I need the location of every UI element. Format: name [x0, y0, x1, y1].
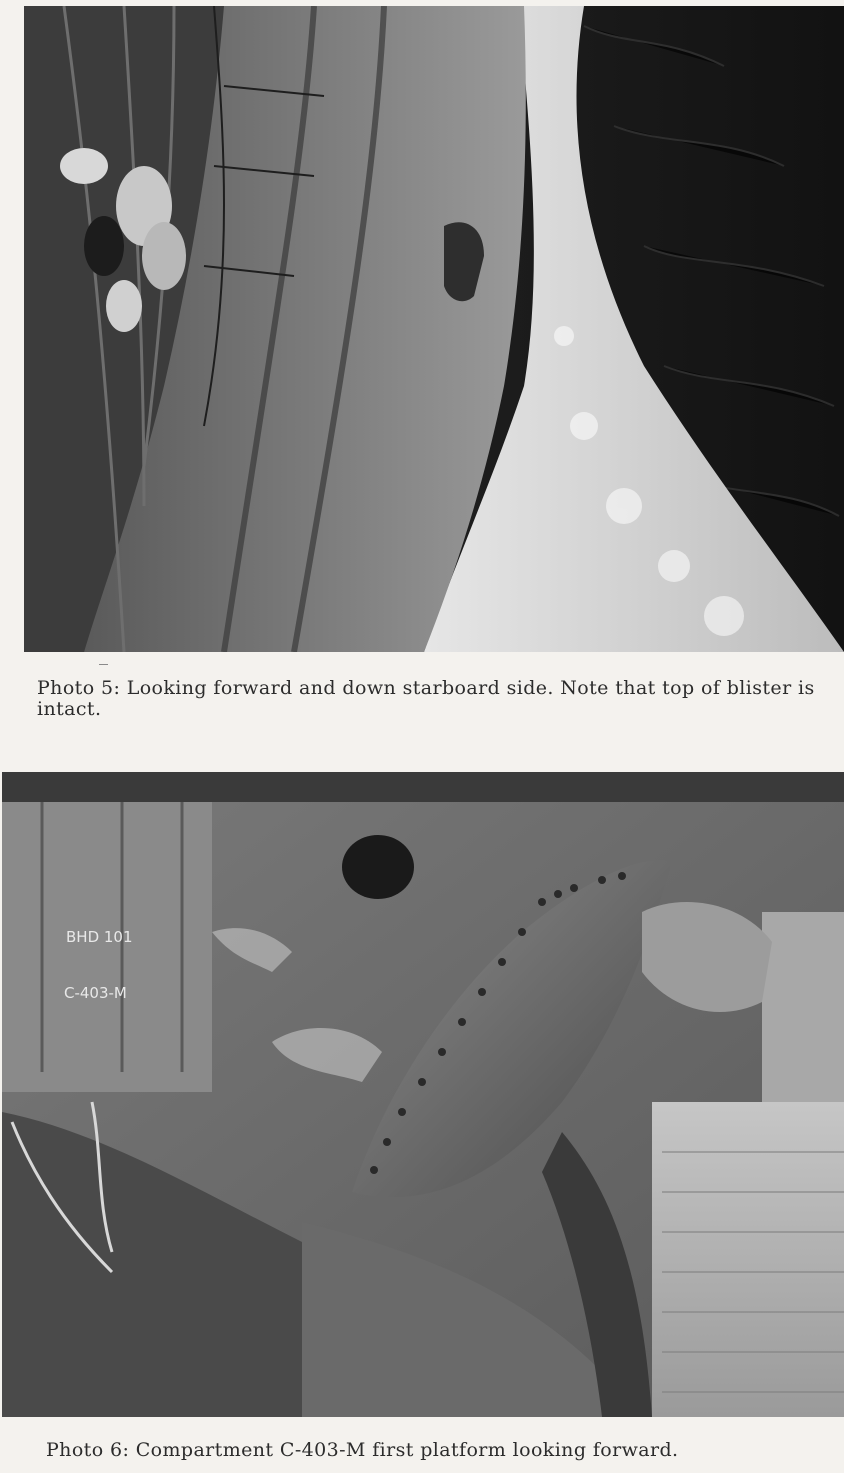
compartment-marking: C-403-M — [64, 984, 127, 1002]
bulkhead-marking: BHD 101 — [66, 928, 133, 946]
photo-6-caption: Photo 6: Compartment C-403-M first platform looking forward. — [46, 1439, 679, 1461]
photo-6-compartment-damage — [2, 772, 844, 1417]
photo-5-starboard-side — [24, 6, 844, 652]
photo-5-caption: Photo 5: Looking forward and down starboard side. Note that top of blister is intact. — [37, 677, 815, 720]
scan-mark — [99, 664, 108, 665]
